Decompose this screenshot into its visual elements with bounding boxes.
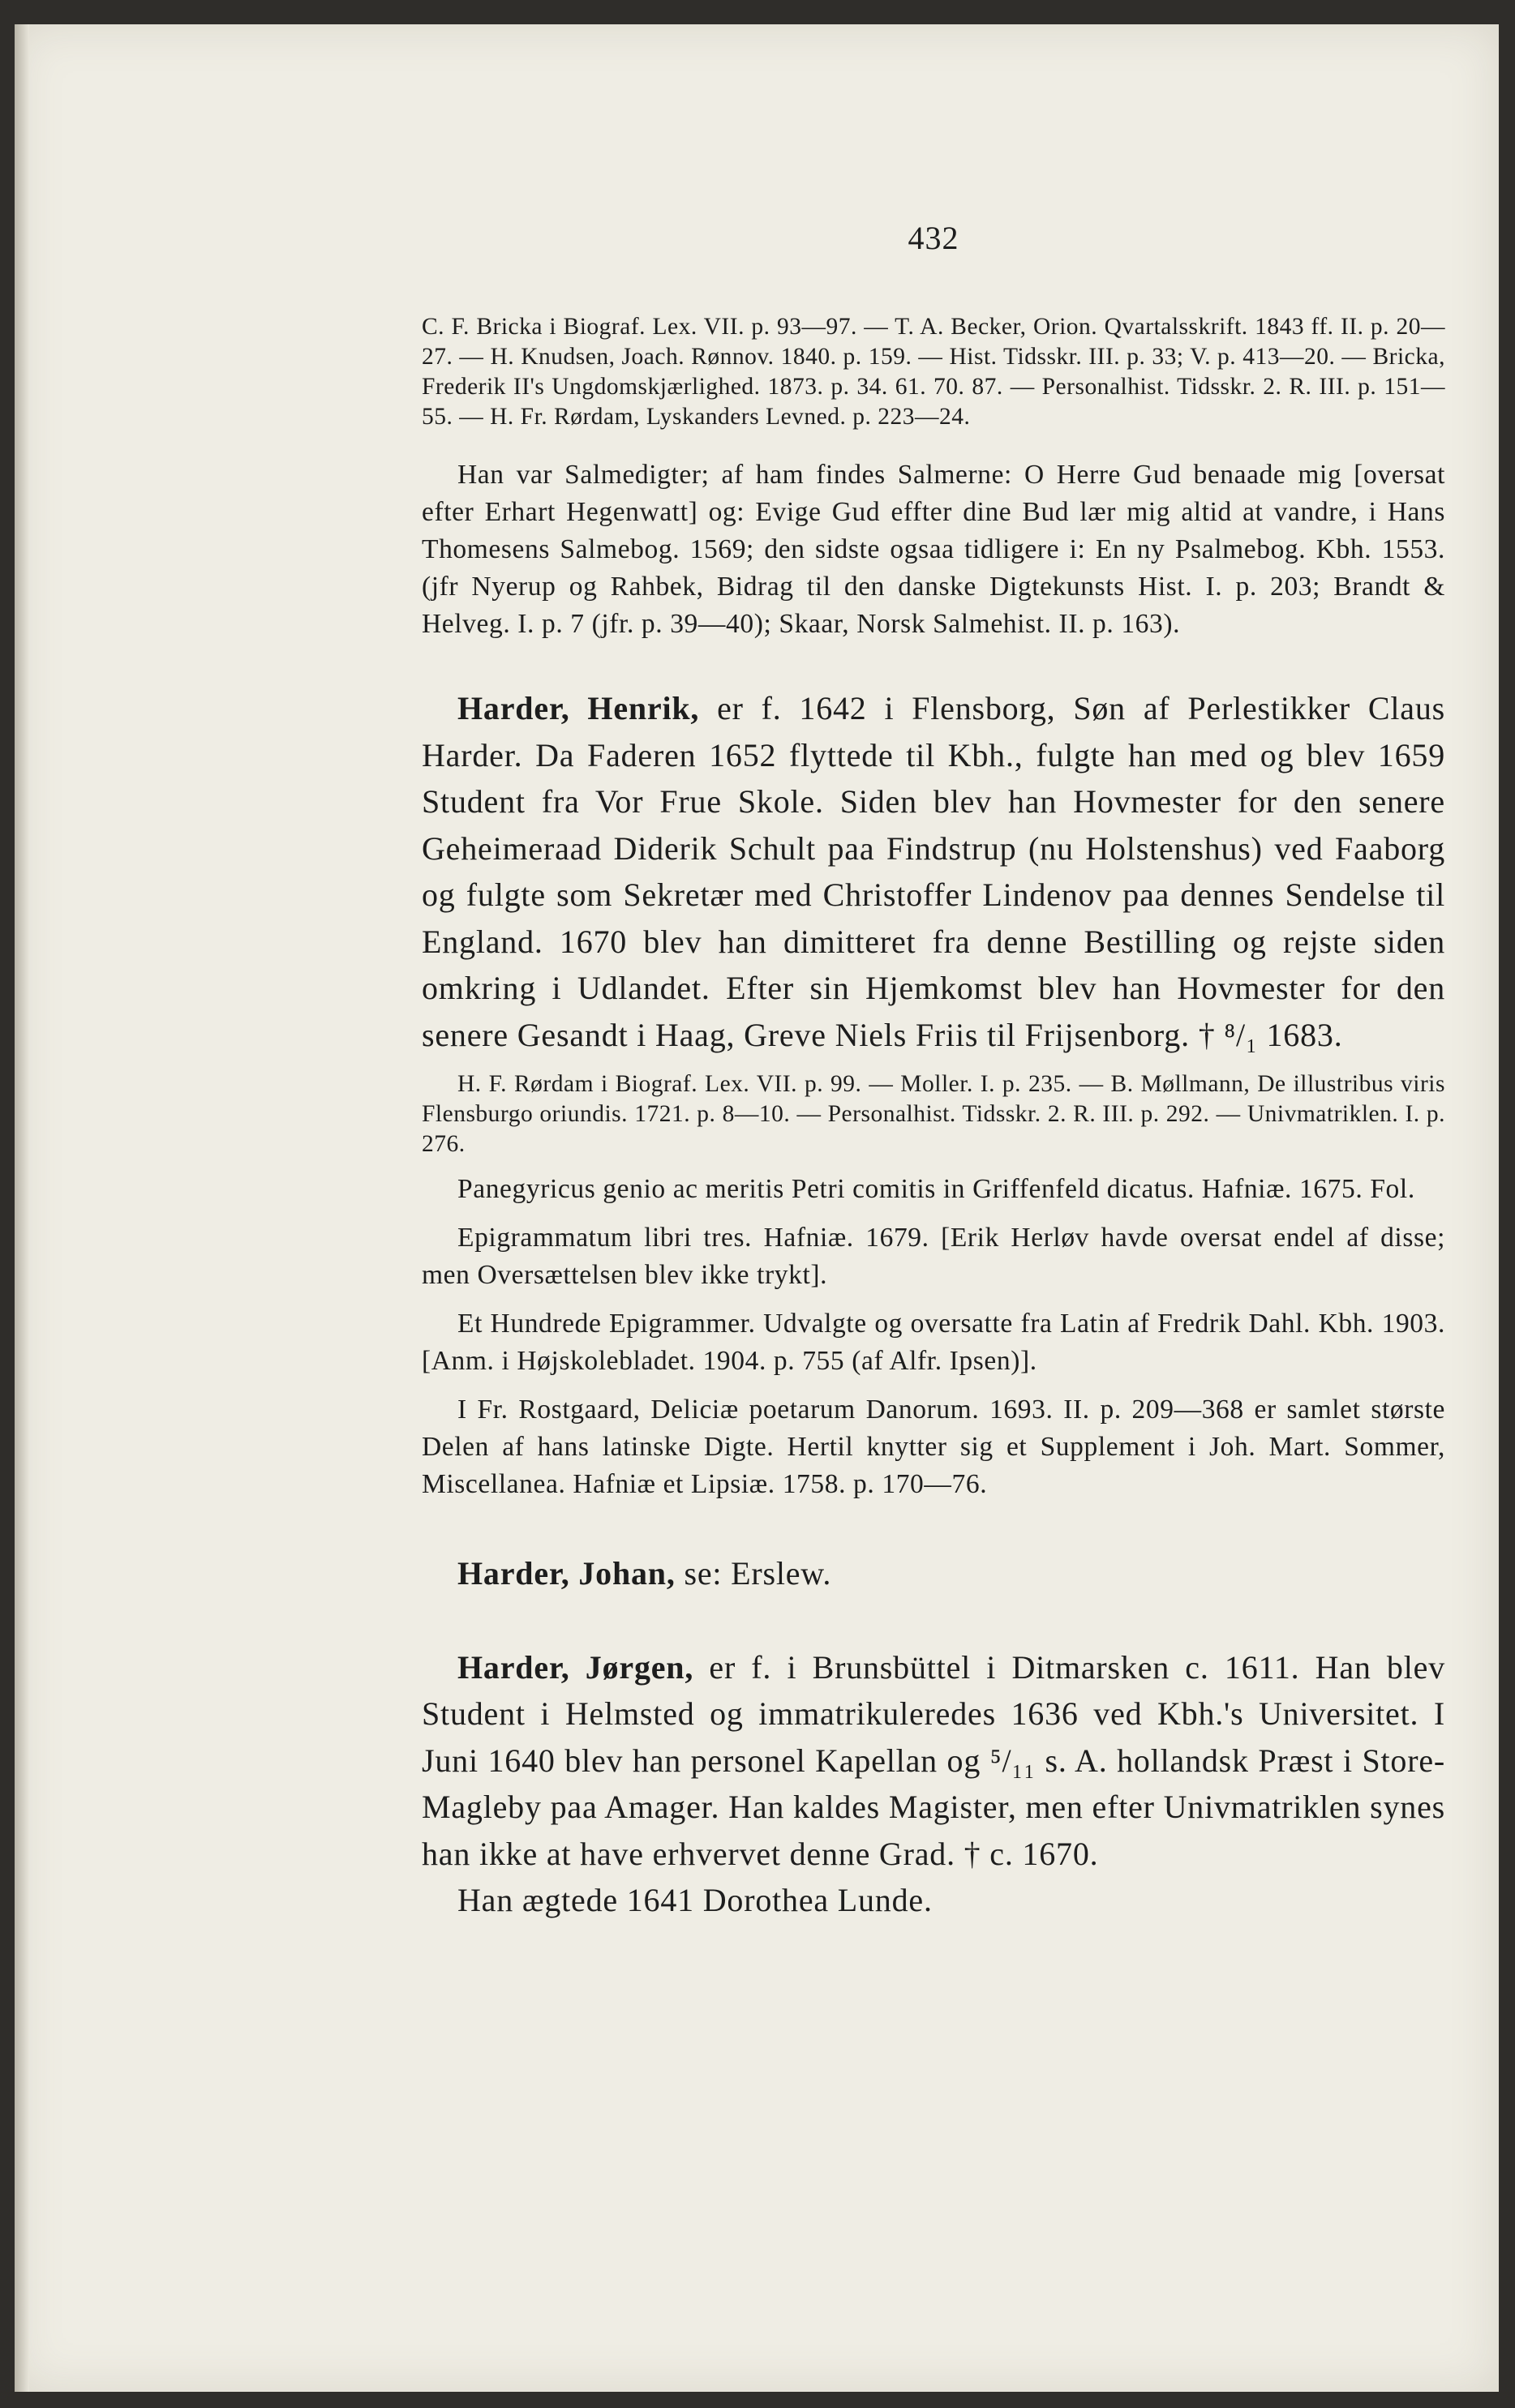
entry-heading-jorgen: Harder, Jørgen,: [457, 1648, 694, 1686]
entry-text-jorgen: er f. i Brunsbüttel i Ditmarsken c. 1611. Han blev Student i Helmsted og immatrikuleredes 1636 ved Kbh.'s Universitet. I Juni 1640 blev han personel Kapellan og ⁵/₁₁ s. A. hollandsk Præst i Store-Magleby paa Amager. Han kaldes Magister, men efter Univmatriklen synes han ikke at have erhvervet denne Grad. † c. 1670.: [422, 1648, 1445, 1872]
salmedigter-paragraph: Han var Salmedigter; af ham findes Salmerne: O Herre Gud benaade mig [oversat efter Erhart Hegenwatt] og: Evige Gud effter dine Bud lær mig altid at vandre, i Hans Thomesens Salmebog. 1569; den sidste ogsaa tidligere i: En ny Psalmebog. Kbh. 1553. (jfr Nyerup og Rahbek, Bidrag til den danske Digtekunsts Hist. I. p. 203; Brandt & Helveg. I. p. 7 (jfr. p. 39—40); Skaar, Norsk Salmehist. II. p. 163).: [422, 460, 1445, 639]
work-epigrammatum: Epigrammatum libri tres. Hafniæ. 1679. [Erik Herløv havde oversat endel af disse; men Oversættelsen blev ikke trykt].: [422, 1223, 1445, 1290]
entry-henrik-harder: [422, 685, 1445, 1058]
entry-jorgen-married: Han ægtede 1641 Dorothea Lunde.: [457, 1882, 933, 1918]
work-rostgaard-deliciae: I Fr. Rostgaard, Deliciæ poetarum Danorum. 1693. II. p. 209—368 er samlet største Delen af hans latinske Digte. Hertil knytter sig et Supplement i Joh. Mart. Sommer, Miscellanea. Hafniæ et Lipsiæ. 1758. p. 170—76.: [422, 1395, 1445, 1499]
work-hundrede-epigrammer: Et Hundrede Epigrammer. Udvalgte og oversatte fra Latin af Fredrik Dahl. Kbh. 1903. [Anm. i Højskolebladet. 1904. p. 755 (af Alfr. Ipsen)].: [422, 1309, 1445, 1376]
entry-heading-johan: Harder, Johan,: [457, 1555, 676, 1592]
entry-jorgen-harder: [422, 1644, 1445, 1878]
page-edge: [15, 24, 29, 2392]
entry-johan-harder: [422, 1550, 1445, 1597]
page-content: [422, 195, 1445, 1924]
references-bricka: C. F. Bricka i Biograf. Lex. VII. p. 93—97. — T. A. Becker, Orion. Qvartalsskrift. 1843 ff. II. p. 20—27. — H. Knudsen, Joach. Rønnov. 1840. p. 159. — Hist. Tidsskr. III. p. 33; V. p. 413—20. — Bricka, Frederik II's Ungdomskjærlighed. 1873. p. 34. 61. 70. 87. — Personalhist. Tidsskr. 2. R. III. p. 151—55. — H. Fr. Rørdam, Lyskanders Levned. p. 223—24.: [422, 314, 1445, 430]
work-panegyricus: Panegyricus genio ac meritis Petri comitis in Griffenfeld dicatus. Hafniæ. 1675. Fol.: [457, 1174, 1415, 1204]
references-henrik: H. F. Rørdam i Biograf. Lex. VII. p. 99. — Moller. I. p. 235. — B. Møllmann, De illustribus viris Flensburgo oriundis. 1721. p. 8—10. — Personalhist. Tidsskr. 2. R. III. p. 292. — Univmatriklen. I. p. 276.: [422, 1071, 1445, 1157]
entry-text-johan: se: Erslew.: [684, 1555, 832, 1592]
book-page: [15, 24, 1499, 2392]
page-number: 432: [908, 220, 959, 256]
entry-text-henrik: er f. 1642 i Flensborg, Søn af Perlestikker Claus Harder. Da Faderen 1652 flyttede til Kbh., fulgte han med og blev 1659 Student fra Vor Frue Skole. Siden blev han Hovmester for den senere Geheimeraad Diderik Schult paa Findstrup (nu Holstenshus) ved Faaborg og fulgte som Sekretær med Christoffer Lindenov paa dennes Sendelse til England. 1670 blev han dimitteret fra denne Bestilling og rejste siden omkring i Udlandet. Efter sin Hjemkomst blev han Hovmester for den senere Gesandt i Haag, Greve Niels Friis til Frijsenborg. † ⁸/₁ 1683.: [422, 690, 1445, 1053]
entry-heading-henrik: Harder, Henrik,: [457, 690, 700, 726]
